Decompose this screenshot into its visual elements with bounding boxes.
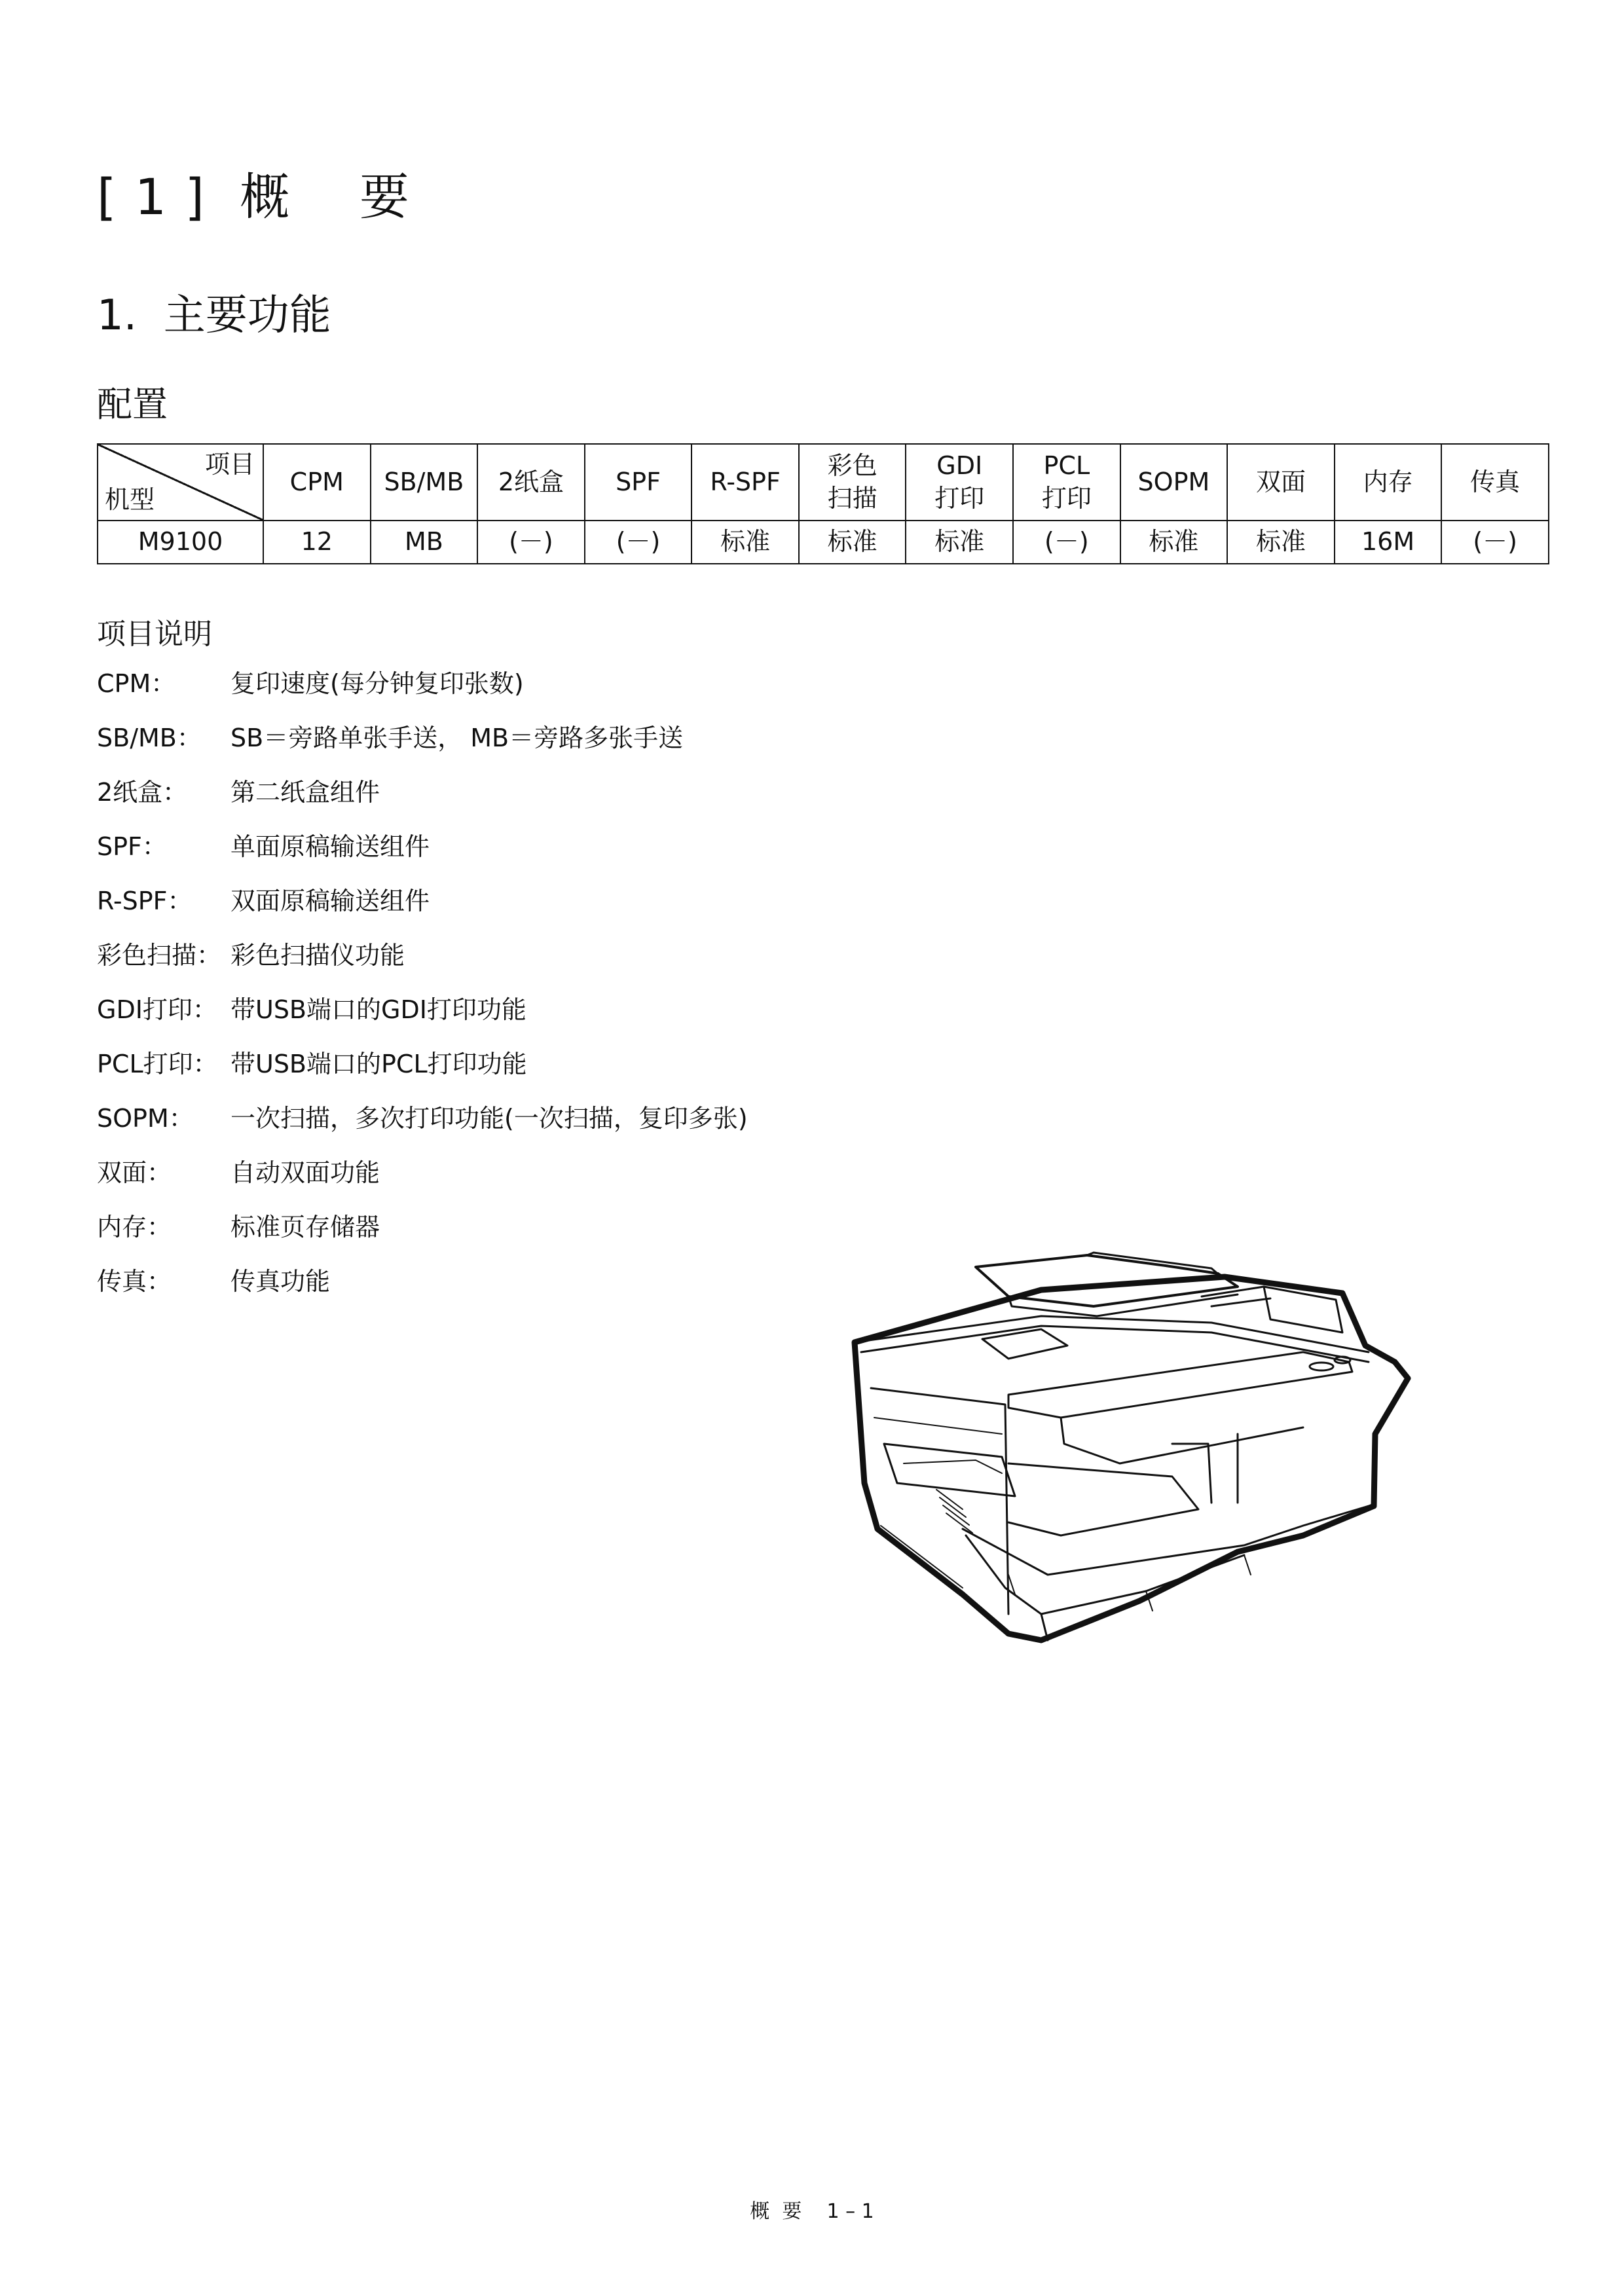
cell-gdi-print: 标准 [906,521,1013,564]
list-item [97,881,430,917]
list-item [97,1207,380,1243]
list-item [97,1152,380,1188]
desc-term: SPF： [97,832,167,861]
diag-label-item: 项目 [204,450,255,479]
list-item [97,663,524,699]
desc-term: 内存： [97,1213,172,1241]
cell-memory: 16M [1335,521,1442,564]
desc-term: PCL打印： [97,1050,218,1078]
cell-fax: (－) [1441,521,1549,564]
diag-label-model: 机型 [105,485,155,514]
header-memory: 内存 [1335,444,1442,521]
config-heading: 配置 [97,384,168,425]
desc-text: 彩色扫描仪功能 [231,941,405,970]
desc-term: CPM： [97,669,176,698]
table-row [98,521,1549,564]
header-2tray: 2纸盒 [477,444,585,521]
header-spf: SPF [585,444,692,521]
cell-cpm: 12 [263,521,371,564]
config-table [97,443,1549,564]
list-item [97,718,683,754]
list-item [97,772,380,808]
header-color-scan: 彩色 扫描 [799,444,906,521]
cell-rspf: 标准 [692,521,799,564]
list-item [97,1098,748,1134]
desc-text: 带USB端口的GDI打印功能 [231,995,526,1024]
list-item [97,1044,527,1080]
section-title: 1. 主要功能 [97,291,331,340]
desc-term: SB/MB： [97,724,202,752]
header-duplex: 双面 [1227,444,1335,521]
description-heading: 项目说明 [97,617,212,651]
table-header-row [98,444,1549,521]
cell-sbmb: MB [371,521,478,564]
desc-term: SOPM： [97,1104,194,1133]
cell-pcl-print: (－) [1013,521,1120,564]
chapter-title: [ 1 ] 概 要 [97,168,411,226]
page-footer: 概 要 1 – 1 [750,2200,874,2223]
list-item [97,826,430,862]
desc-text: 带USB端口的PCL打印功能 [231,1050,527,1078]
desc-text: 复印速度(每分钟复印张数) [231,669,524,698]
desc-term: 双面： [97,1158,172,1187]
desc-text: 自动双面功能 [231,1158,380,1187]
header-sopm: SOPM [1120,444,1228,521]
desc-term: 彩色扫描： [97,941,222,970]
list-item [97,935,405,971]
desc-term: GDI打印： [97,995,217,1024]
desc-text: 双面原稿输送组件 [231,887,430,915]
desc-text: 一次扫描，多次打印功能(一次扫描，复印多张) [231,1104,748,1133]
cell-model: M9100 [98,521,263,564]
cell-sopm: 标准 [1120,521,1228,564]
header-rspf: R-SPF [692,444,799,521]
desc-term: 2纸盒： [97,778,188,807]
cell-2tray: (－) [477,521,585,564]
list-item [97,1261,330,1297]
header-pcl-print: PCL 打印 [1013,444,1120,521]
desc-text: 标准页存储器 [231,1213,380,1241]
printer-illustration [845,1247,1428,1706]
header-gdi-print: GDI 打印 [906,444,1013,521]
desc-term: R-SPF： [97,887,193,915]
header-cpm: CPM [263,444,371,521]
header-fax: 传真 [1441,444,1549,521]
list-item [97,989,526,1025]
desc-text: 第二纸盒组件 [231,778,380,807]
desc-text: 单面原稿输送组件 [231,832,430,861]
cell-spf: (－) [585,521,692,564]
cell-duplex: 标准 [1227,521,1335,564]
cell-color-scan: 标准 [799,521,906,564]
header-sbmb: SB/MB [371,444,478,521]
diagonal-header-cell [98,444,263,521]
desc-text: 传真功能 [231,1267,331,1296]
desc-text: SB＝旁路单张手送， MB＝旁路多张手送 [231,724,684,752]
desc-term: 传真： [97,1267,172,1296]
